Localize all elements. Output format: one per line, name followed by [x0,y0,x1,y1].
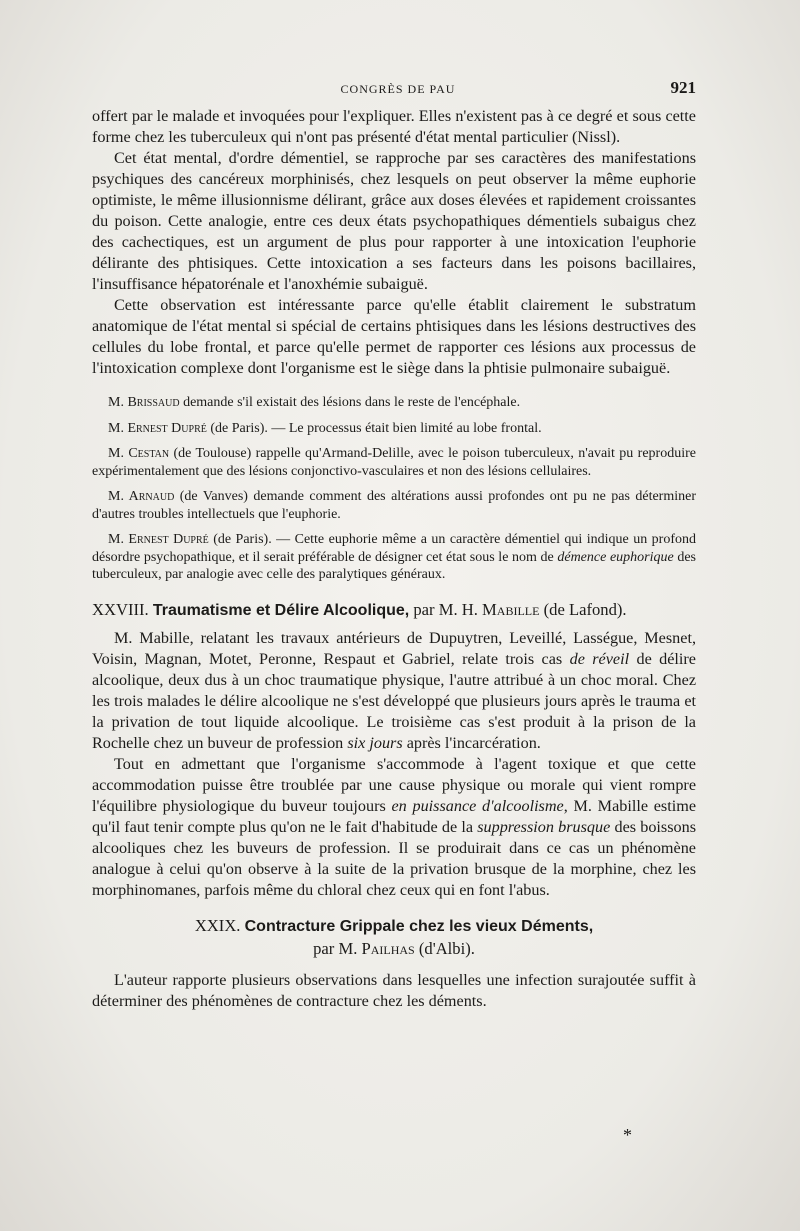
section-by: par M. [313,938,362,958]
section-29 [92,915,696,1012]
paragraph [92,628,696,754]
paragraph: Cette observation est intéressante parce qu'elle établit clairement le substratum anatomique de l'état mental si spécial de certains phtisiques dans les lésions destructives des cellules du lobe frontal, et parce qu'elle permet de rapporter ces lésions aux processus de l'intoxication complexe dont l'organisme est le siège dans la phtisie pulmonaire subaiguë. [92,296,696,377]
section-28 [92,599,696,901]
paragraph: Cet état mental, d'ordre démentiel, se rapproche par ses caractères des manifestations psychiques des cancéreux morphinisés, chez lesquels on peut observer la même euphorie optimiste, le même illusionnisme délirant, grâce aux doses élevées et rapidement croissantes du poison. Cette analogie, entre ces deux états psychopathiques démentiels subaigus chez des cachectiques, est un argument de plus pour rapporter à une intoxication l'euphorie délirante des phtisiques. Cette intoxication a ses facteurs dans les poisons bacillaires, l'insuffisance hépatorénale et l'anoxhémie subaiguë. [92,149,696,293]
emphasis: suppression brusque [477,817,611,836]
text-run: après l'incarcération. [402,733,541,752]
paragraph: L'auteur rapporte plusieurs observations dans lesquelles une infection surajoutée suffit à déterminer des phénomènes de contracture chez les déments. [92,970,696,1010]
speaker-name: M. Brissaud [108,395,180,410]
emphasis: six jours [347,733,403,752]
section-by: par M. H. [409,599,483,619]
section-heading [92,915,696,938]
section-affiliation: (d'Albi). [414,938,475,958]
discussion [92,394,696,584]
discussion-text: des tuberculeux, par analogie avec celle des paralytiques généraux. [92,549,696,582]
section-heading [92,599,696,622]
speaker-name: M. Arnaud [108,489,175,504]
text-run: des boissons alcooliques chez les buveurs de profession. Il se produirait dans ce cas un phénomène analogue à celui qu'on observe à la suite de la privation brusque de la morphine, chez les morphinomanes, parfois même du chloral chez ceux qui en font l'abus. [92,817,696,899]
discussion-text: (de Paris). — Le processus était bien limité au lobe frontal. [206,420,542,436]
section-title: Traumatisme et Délire Alcoolique, [152,601,410,619]
discussion-item [92,531,696,584]
text-run: de délire alcoolique, deux dus à un choc traumatique physique, l'autre attribué à un choc moral. Chez les trois malades le délire alcoolique ne s'est développé que plusieurs jours après le trauma et la privation de tout liquide alcoolique. Le troisième cas s'est produit à la prison de la Rochelle chez un buveur de profession [92,649,696,752]
discussion-emphasis: démence euphorique [557,549,674,565]
page-number: 921 [670,78,696,97]
discussion-item [92,394,696,412]
speaker-name: M. Ernest Dupré [108,420,207,436]
emphasis: de réveil [569,649,630,668]
running-title: CONGRÈS DE PAU [340,82,456,96]
section-numeral: XXIX. [194,915,241,935]
section-byline [92,938,696,960]
speaker-name: M. Ernest Dupré [108,532,209,547]
text-run: , M. Mabille estime qu'il faut tenir compte plus qu'on ne le fait d'habitude de la [92,796,697,836]
text-run: Tout en admettant que l'organisme s'accommode à l'agent toxique et que cette accommodation puisse être troublée par une cause physique ou morale qui vient rompre l'équilibre physiologique du buveur toujours [92,754,696,815]
section-author: Mabille [482,599,540,619]
discussion-text: (de Vanves) demande comment des altérations aussi profondes ont pu ne pas déterminer d'autres troubles intellectuels que l'euphorie. [92,489,696,522]
discussion-item [92,488,696,523]
footer-mark: * [623,1125,632,1145]
section-title: Contracture Grippale chez les vieux Déments, [244,917,594,935]
text-run: M. Mabille, relatant les travaux antérieurs de Dupuytren, Leveillé, Lasségue, Mesnet, Voisin, Magnan, Motet, Peronne, Respaut et Gabriel, relate trois cas [92,628,696,668]
page-content [92,106,696,1012]
speaker-name: M. Cestan [108,446,170,461]
discussion-item [92,420,696,438]
discussion-text: (de Paris). — Cette euphorie même a un caractère démentiel qui indique un profond désordre psychopathique, et il serait préférable de désigner cet état sous le nom de [92,532,696,565]
paragraph [92,754,696,901]
paragraph: offert par le malade et invoquées pour l'expliquer. Elles n'existent pas à ce degré et sous cette forme chez les tuberculeux qui n'ont pas présenté d'état mental particulier (Nissl). [92,107,696,146]
section-affiliation: (de Lafond). [539,599,627,619]
discussion-item [92,445,696,480]
discussion-text: demande s'il existait des lésions dans le reste de l'encéphale. [179,395,521,410]
page-header [92,80,704,102]
section-numeral: XXVIII. [92,599,149,619]
discussion-text: (de Toulouse) rappelle qu'Armand-Delille, avec le poison tuberculeux, n'avait pu reproduire expérimentalement que des lésions conjonctivo-vasculaires et non des lésions cellulaires. [92,446,696,479]
section-author: Pailhas [361,938,415,958]
emphasis: en puissance d'alcoolisme [391,796,564,815]
